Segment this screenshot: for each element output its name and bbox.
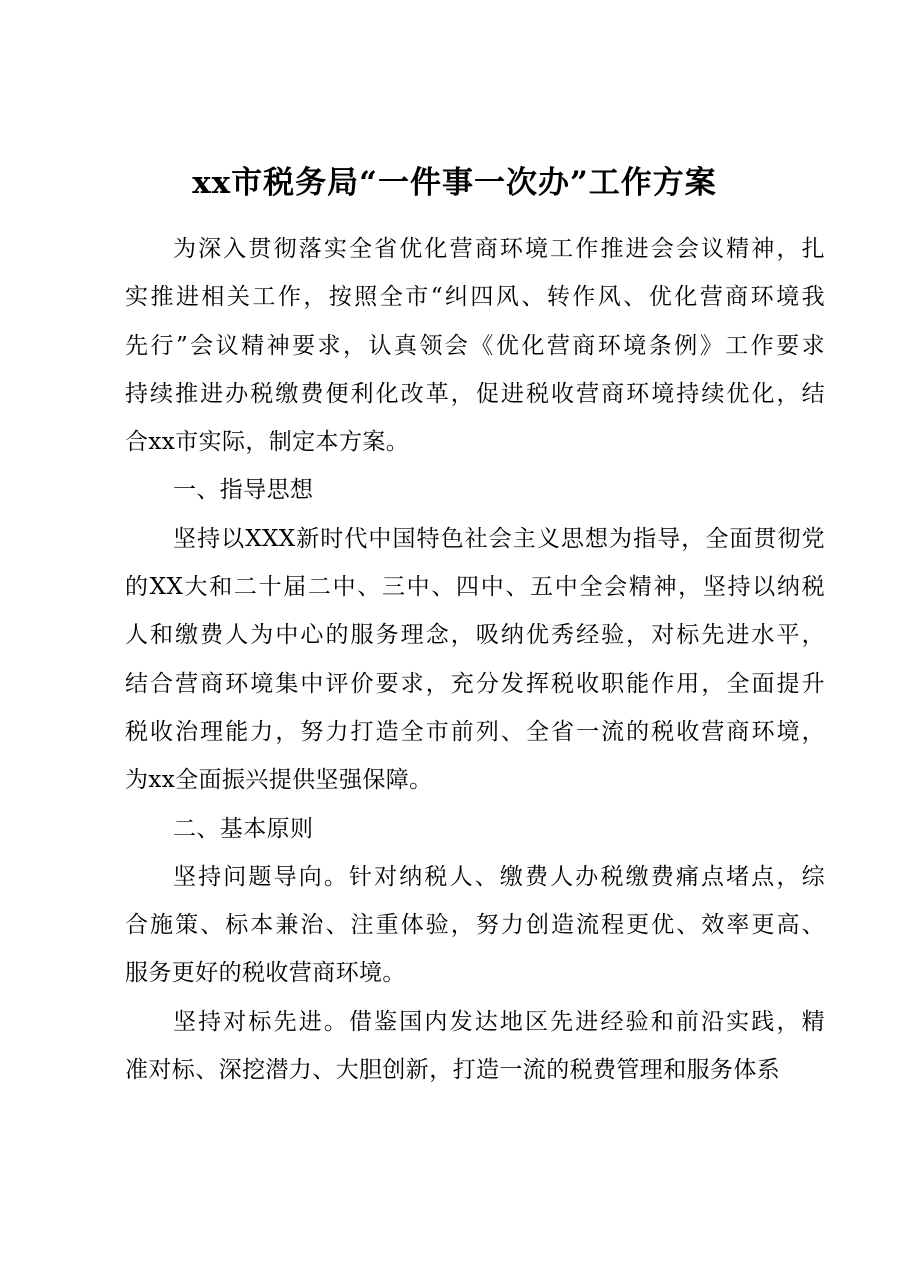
text-line: 合施策、标本兼治、注重体验，努力创造流程更优、效率更高、 [125, 912, 825, 939]
principle-problem-oriented-paragraph [125, 853, 825, 998]
text-line: 实推进相关工作，按照全市“纠四风、转作风、优化营商环境我 [125, 284, 825, 311]
text-line: 持续推进办税缴费便利化改革，促进税收营商环境持续优化，结 [125, 380, 825, 407]
text-line: 的XX大和二十届二中、三中、四中、五中全会精神，坚持以纳税 [125, 574, 825, 601]
document-body [125, 225, 825, 1094]
text-line: 结合营商环境集中评价要求，充分发挥税收职能作用，全面提升 [125, 670, 825, 697]
text-line: 服务更好的税收营商环境。 [125, 960, 406, 987]
text-line: 先行”会议精神要求，认真领会《优化营商环境条例》工作要求 [125, 332, 825, 359]
text-line: 合xx市实际，制定本方案。 [125, 429, 410, 456]
intro-paragraph [125, 225, 825, 466]
document-title: xx市税务局“一件事一次办”工作方案 [192, 165, 717, 201]
text-line: 人和缴费人为中心的服务理念，吸纳优秀经验，对标先进水平， [125, 622, 825, 649]
section-heading-guiding-ideology: 一、指导思想 [173, 477, 314, 504]
guiding-ideology-paragraph [125, 515, 825, 805]
text-line: 坚持以XXX新时代中国特色社会主义思想为指导，全面贯彻党 [173, 525, 825, 552]
text-line: 为深入贯彻落实全省优化营商环境工作推进会会议精神，扎 [173, 236, 825, 262]
text-line: 税收治理能力，努力打造全市前列、全省一流的税收营商环境， [125, 718, 825, 745]
text-line: 坚持问题导向。针对纳税人、缴费人办税缴费痛点堵点，综 [173, 863, 825, 890]
principle-benchmark-paragraph [125, 998, 825, 1095]
text-line: 坚持对标先进。借鉴国内发达地区先进经验和前沿实践，精 [173, 1008, 825, 1035]
text-line: 准对标、深挖潜力、大胆创新，打造一流的税费管理和服务体系 [125, 1057, 781, 1084]
section-heading-basic-principles: 二、基本原则 [173, 815, 314, 842]
text-line: 为xx全面振兴提供坚强保障。 [125, 767, 433, 794]
